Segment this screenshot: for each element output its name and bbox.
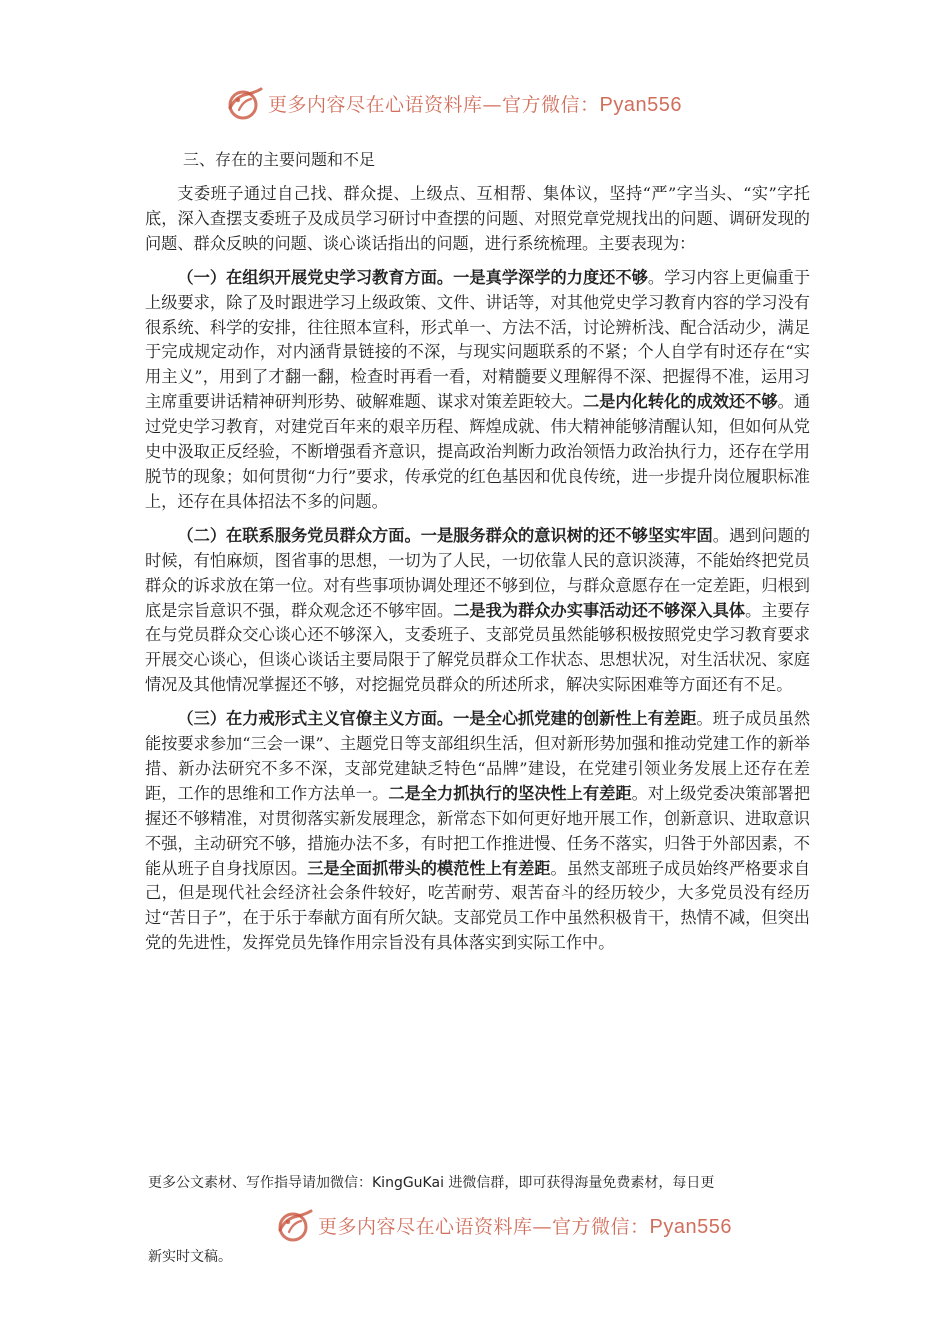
item-2-text-2: 。主要存在与党员群众交心谈心还不够深入，支委班子、支部党员虽然能够积极按照党史学习教育要求开展交心谈心，但谈心谈话主要局限于了解党员群众工作状态、思想状况，对生活状况、家庭情况及其他情况掌握还不够，对挖掘党员群众的所述所求，解决实际困难等方面还有不足。 (145, 600, 811, 695)
item-1 (145, 266, 810, 515)
item-1-point-2: 二是内化转化的成效还不够 (582, 392, 778, 412)
item-3-text-3: 。虽然支部班子成员始终严格要求自己，但是现代社会经济社会条件较好，吃苦耐劳、艰苦奋斗的经历较少，大多党员没有经历过“苦日子”，在于乐于奉献方面有所欠缺。支部党员工作中虽然积极肯干，热情不减，但突出党的先进性，发挥党员先锋作用宗旨没有具体落实到实际工作中。 (145, 858, 811, 953)
watermark-wechat-id: Pyan556 (649, 1216, 732, 1238)
item-1-heading: （一）在组织开展党史学习教育方面。 (177, 267, 454, 287)
item-3-point-1: 一是全心抓党建的创新性上有差距 (453, 709, 697, 729)
watermark-text: 更多内容尽在心语资料库—官方微信：Pyan556 (318, 1216, 732, 1238)
item-3-point-2: 二是全力抓执行的坚决性上有差距 (388, 783, 632, 803)
item-2-point-2: 二是我为群众办实事活动还不够深入具体 (453, 600, 746, 620)
item-1-text-2: 。通过党史学习教育，对建党百年来的艰辛历程、辉煌成就、伟大精神能够清醒认知，但如何从党史中汲取正反经验，不断增强看齐意识，提高政治判断力政治领悟力政治执行力，还存在学用脱节的现象；如何贯彻“力行”要求，传承党的红色基因和优良传统，进一步提升岗位履职标准上，还存在具体招法不多的问题。 (145, 392, 811, 511)
item-3-text-2: 。对上级党委决策部署把握还不够精准，对贯彻落实新发展理念，新常态下如何更好地开展工作，创新意识、进取意识不强，主动研究不够，措施办法不多，有时把工作推进慢、任务不落实，归咎于外部因素，不能从班子自身找原因。 (145, 783, 811, 878)
watermark-text: 更多内容尽在心语资料库—官方微信：Pyan556 (268, 94, 682, 116)
brush-logo-icon (276, 1208, 314, 1244)
item-3-point-3: 三是全面抓带头的模范性上有差距 (307, 858, 551, 878)
item-2-text-1: 。遇到问题的时候，有怕麻烦，图省事的思想，一切为了人民，一切依靠人民的意识淡薄，不能始终把党员群众的诉求放在第一位。对有些事项协调处理还不够到位，与群众意愿存在一定差距，归根到底是宗旨意识不强，群众观念还不够牢固。 (145, 525, 811, 620)
document-body (145, 148, 810, 956)
item-3 (145, 707, 810, 956)
section-intro: 支委班子通过自己找、群众提、上级点、互相帮、集体议，坚持“严”字当头、“实”字托底，深入查摆支委班子及成员学习研讨中查摆的问题、对照党章党规找出的问题、调研发现的问题、群众反映的问题、谈心谈话指出的问题，进行系统梳理。主要表现为： (145, 184, 810, 253)
item-2 (145, 524, 810, 698)
item-3-text-1: 。班子成员虽然能按要求参加“三会一课”、主题党日等支部组织生活，但对新形势加强和推动党建工作的新举措、新办法研究不多不深，支部党建缺乏特色“品牌”建设，在党建引领业务发展上还存在差距，工作的思维和工作方法单一。 (145, 709, 811, 803)
section-title: 三、存在的主要问题和不足 (183, 150, 376, 169)
brush-logo-icon (226, 86, 264, 122)
item-2-heading: （二）在联系服务党员群众方面。 (177, 525, 421, 545)
watermark-footer (0, 1206, 950, 1246)
footer-note-line-1: 更多公文素材、写作指导请加微信：KingGuKai 进微信群，即可获得海量免费素材，每日更 (148, 1175, 715, 1191)
item-1-point-1: 一是真学深学的力度还不够 (453, 267, 648, 287)
watermark-wechat-id: Pyan556 (599, 94, 682, 116)
item-3-heading: （三）在力戒形式主义官僚主义方面。 (177, 709, 454, 729)
item-2-point-1: 一是服务群众的意识树的还不够坚实牢固 (420, 525, 713, 545)
item-1-text-1: 。学习内容上更偏重于上级要求，除了及时跟进学习上级政策、文件、讲话等，对其他党史学习教育内容的学习没有很系统、科学的安排，往往照本宣科，形式单一、方法不活，讨论辨析浅、配合活动少，满足于完成规定动作，对内涵背景链接的不深，与现实问题联系的不紧；个人自学有时还存在“实用主义”，用到了才翻一翻，检查时再看一看，对精髓要义理解得不深、把握得不准，运用习主席重要讲话精神研判形势、破解难题、谋求对策差距较大。 (145, 267, 811, 412)
watermark-header (0, 84, 950, 124)
footer-note-line-2: 新实时文稿。 (148, 1249, 232, 1265)
